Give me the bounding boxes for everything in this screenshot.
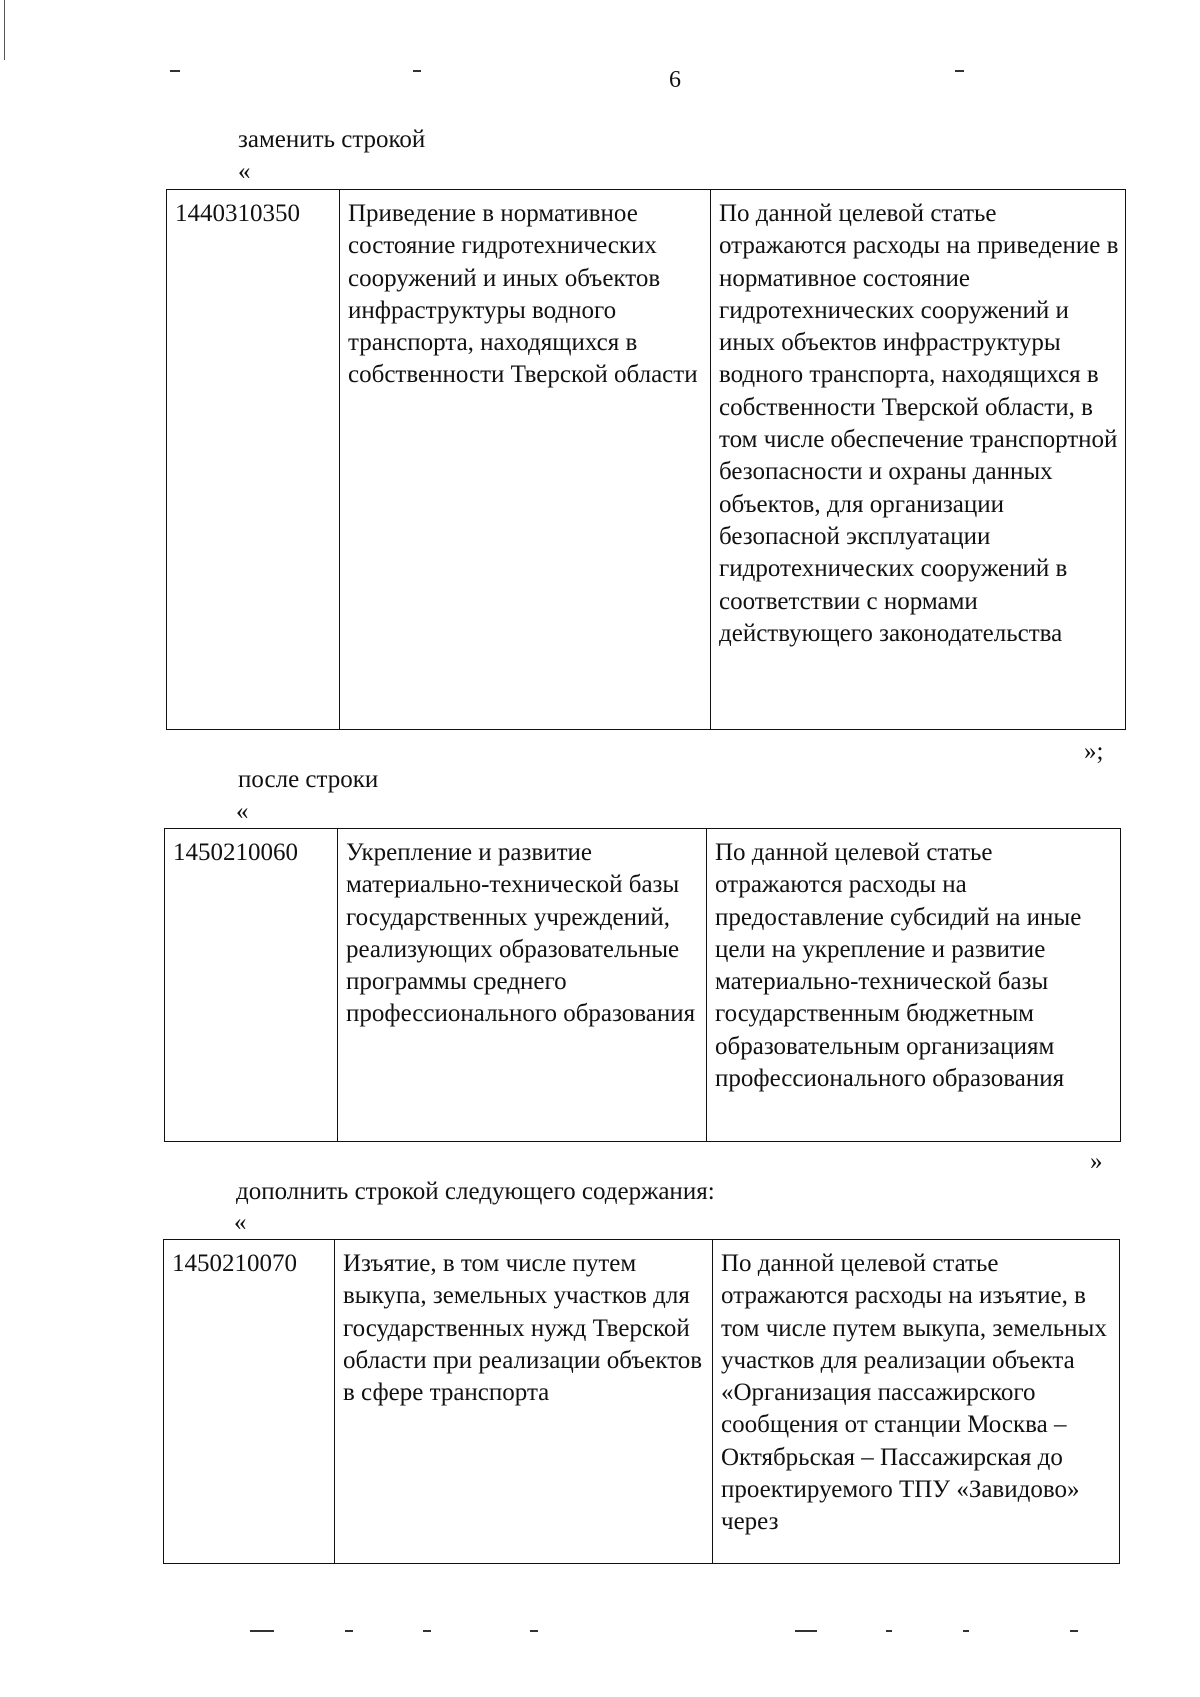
scan-mark — [955, 70, 964, 72]
scan-mark — [1070, 1630, 1078, 1632]
scan-mark — [170, 70, 180, 72]
target-item-code: 1450210060 — [165, 829, 338, 1142]
opening-quote: « — [238, 158, 251, 185]
page-number: 6 — [669, 67, 681, 93]
scan-mark — [530, 1630, 538, 1632]
scan-mark — [795, 1630, 817, 1632]
budget-item-table — [164, 828, 1121, 1142]
scan-mark — [963, 1630, 969, 1632]
target-item-description: По данной целевой статье отражаются расходы на предоставление субсидий на иные цели на укрепление и развитие материально-технической базы государственным бюджетным образовательным организациям профессионального образования — [707, 829, 1121, 1142]
target-item-name: Изъятие, в том числе путем выкупа, земельных участков для государственных нужд Тверской области при реализации объектов в сфере транспорта — [335, 1240, 713, 1564]
scan-edge-line — [4, 0, 5, 60]
opening-quote: « — [234, 1209, 247, 1236]
budget-item-table — [166, 189, 1126, 730]
table-row — [164, 1240, 1120, 1564]
scan-mark — [250, 1630, 274, 1632]
target-item-name: Укрепление и развитие материально-технической базы государственных учреждений, реализующих образовательные программы среднего профессионального образования — [338, 829, 707, 1142]
section-intro: после строки — [238, 766, 379, 793]
budget-item-table — [163, 1239, 1120, 1564]
closing-quote: » — [1090, 1148, 1103, 1175]
opening-quote: « — [236, 798, 249, 825]
scan-mark — [423, 1630, 431, 1632]
target-item-code: 1440310350 — [167, 190, 340, 730]
table-row — [165, 829, 1121, 1142]
target-item-description: По данной целевой статье отражаются расходы на приведение в нормативное состояние гидротехнических сооружений и иных объектов инфраструктуры водного транспорта, находящихся в собственности Тверской области, в том числе обеспечение транспортной безопасности и охраны данных объектов, для организации безопасной эксплуатации гидротехнических сооружений в соответствии с нормами действующего законодательства — [711, 190, 1126, 730]
scan-mark — [886, 1630, 892, 1632]
section-intro: заменить строкой — [238, 126, 426, 153]
closing-quote: »; — [1084, 738, 1104, 765]
scan-mark — [345, 1630, 353, 1632]
target-item-name: Приведение в нормативное состояние гидротехнических сооружений и иных объектов инфраструктуры водного транспорта, находящихся в собственности Тверской области — [340, 190, 711, 730]
table-row — [167, 190, 1126, 730]
target-item-description: По данной целевой статье отражаются расходы на изъятие, в том числе путем выкупа, земельных участков для реализации объекта «Организация пассажирского сообщения от станции Москва – Октябрьская – Пассажирская до проектируемого ТПУ «Завидово» через — [713, 1240, 1120, 1564]
target-item-code: 1450210070 — [164, 1240, 335, 1564]
section-intro: дополнить строкой следующего содержания: — [236, 1178, 715, 1205]
scan-mark — [413, 70, 421, 72]
